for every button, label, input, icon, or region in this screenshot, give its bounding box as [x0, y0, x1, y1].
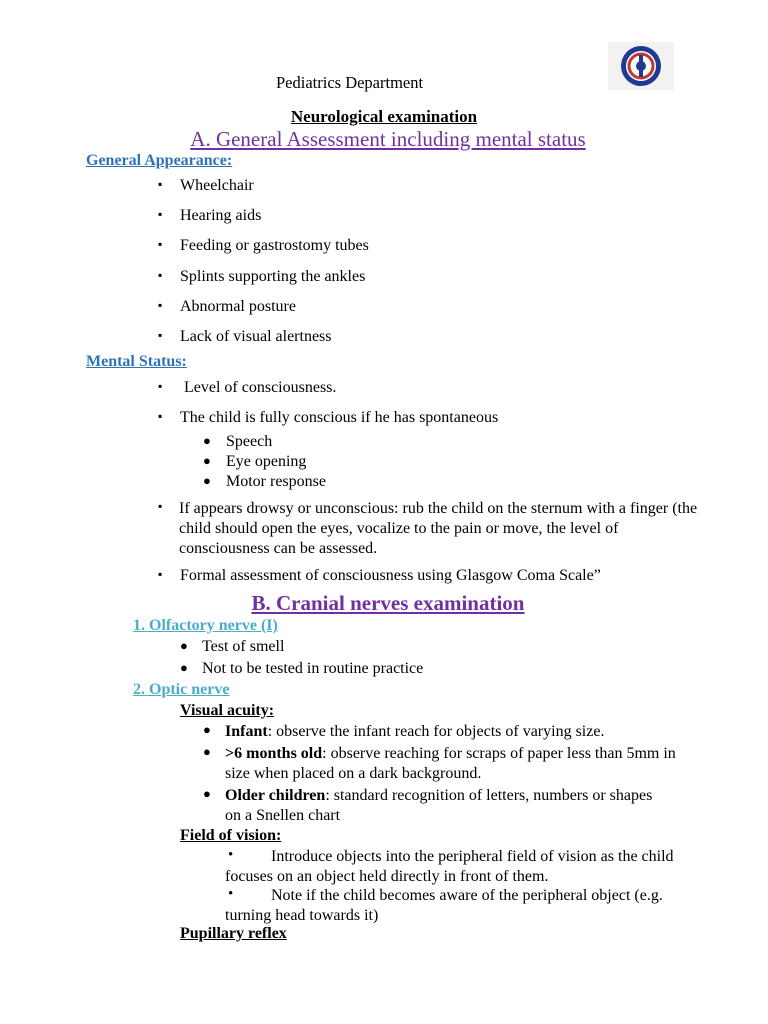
section-b-title: B. Cranial nerves examination — [251, 591, 525, 615]
visual-acuity-heading: Visual acuity: — [180, 702, 275, 719]
list-item: ● Speech — [203, 433, 273, 450]
list-item: ▪ Wheelchair — [158, 177, 254, 194]
dot-bullet-icon: ● — [203, 433, 211, 448]
pupillary-reflex-heading: Pupillary reflex — [180, 925, 287, 942]
square-bullet-icon: ▪ — [158, 567, 163, 581]
university-seal-icon — [608, 42, 674, 90]
general-appearance-heading: General Appearance: — [86, 152, 233, 169]
square-bullet-icon: ▪ — [158, 177, 163, 191]
square-bullet-icon: ▪ — [158, 379, 163, 393]
dot-bullet-icon: ● — [203, 744, 211, 759]
field-of-vision-heading: Field of vision: — [180, 827, 282, 844]
list-item: ▪ Feeding or gastrostomy tubes — [158, 237, 369, 254]
square-bullet-icon: ▪ — [158, 328, 163, 342]
list-item: Note if the child becomes aware of the peripheral object (e.g. turning head towards it) — [225, 887, 663, 924]
square-bullet-icon: ▪ — [158, 409, 163, 423]
list-item: ▪ Abnormal posture — [158, 298, 296, 315]
olfactory-nerve-heading: 1. Olfactory nerve (I) — [133, 617, 278, 634]
list-item: ● Test of smell — [180, 638, 285, 655]
square-bullet-icon: ▪ — [158, 207, 163, 221]
dot-bullet-icon: ● — [203, 722, 211, 737]
list-item: ● Motor response — [203, 473, 326, 490]
optic-nerve-heading: 2. Optic nerve — [133, 681, 230, 698]
bullet-icon: • — [228, 886, 234, 902]
document-title: Neurological examination — [290, 107, 478, 126]
list-item: ▪ Level of consciousness. — [158, 379, 337, 396]
square-bullet-icon: ▪ — [158, 268, 163, 282]
mental-status-heading: Mental Status: — [86, 353, 187, 370]
list-item: ▪ The child is fully conscious if he has spontaneous — [158, 409, 499, 426]
list-item: >6 months old: observe reaching for scraps of paper less than 5mm in size when placed on a dark background. — [225, 745, 676, 782]
square-bullet-icon: ▪ — [158, 499, 163, 513]
square-bullet-icon: ▪ — [158, 237, 163, 251]
list-item: ● Eye opening — [203, 453, 307, 470]
drowsy-paragraph: If appears drowsy or unconscious: rub the child on the sternum with a finger (the child should open the eyes, vocalize to the pain or move, the level of consciousness can be assessed. — [179, 500, 698, 557]
dot-bullet-icon: ● — [180, 660, 188, 675]
section-a-title: A. General Assessment including mental status — [190, 127, 586, 151]
dot-bullet-icon: ● — [203, 453, 211, 468]
list-item: ▪ Lack of visual alertness — [158, 328, 332, 345]
list-item: Infant: observe the infant reach for objects of varying size. — [225, 723, 605, 740]
dot-bullet-icon: ● — [203, 786, 211, 801]
department-name: Pediatrics Department — [276, 73, 424, 92]
list-item: ▪ Hearing aids — [158, 207, 262, 224]
square-bullet-icon: ▪ — [158, 298, 163, 312]
dot-bullet-icon: ● — [180, 638, 188, 653]
list-item: Older children: standard recognition of letters, numbers or shapes on a Snellen chart — [225, 787, 653, 824]
list-item: ● Not to be tested in routine practice — [180, 660, 424, 677]
list-item: Introduce objects into the peripheral field of vision as the child focuses on an object held directly in front of them. — [225, 848, 674, 885]
list-item: ▪ Formal assessment of consciousness using Glasgow Coma Scale” — [158, 567, 601, 584]
dot-bullet-icon: ● — [203, 473, 211, 488]
list-item: ▪ Splints supporting the ankles — [158, 268, 366, 285]
bullet-icon: • — [228, 847, 234, 863]
